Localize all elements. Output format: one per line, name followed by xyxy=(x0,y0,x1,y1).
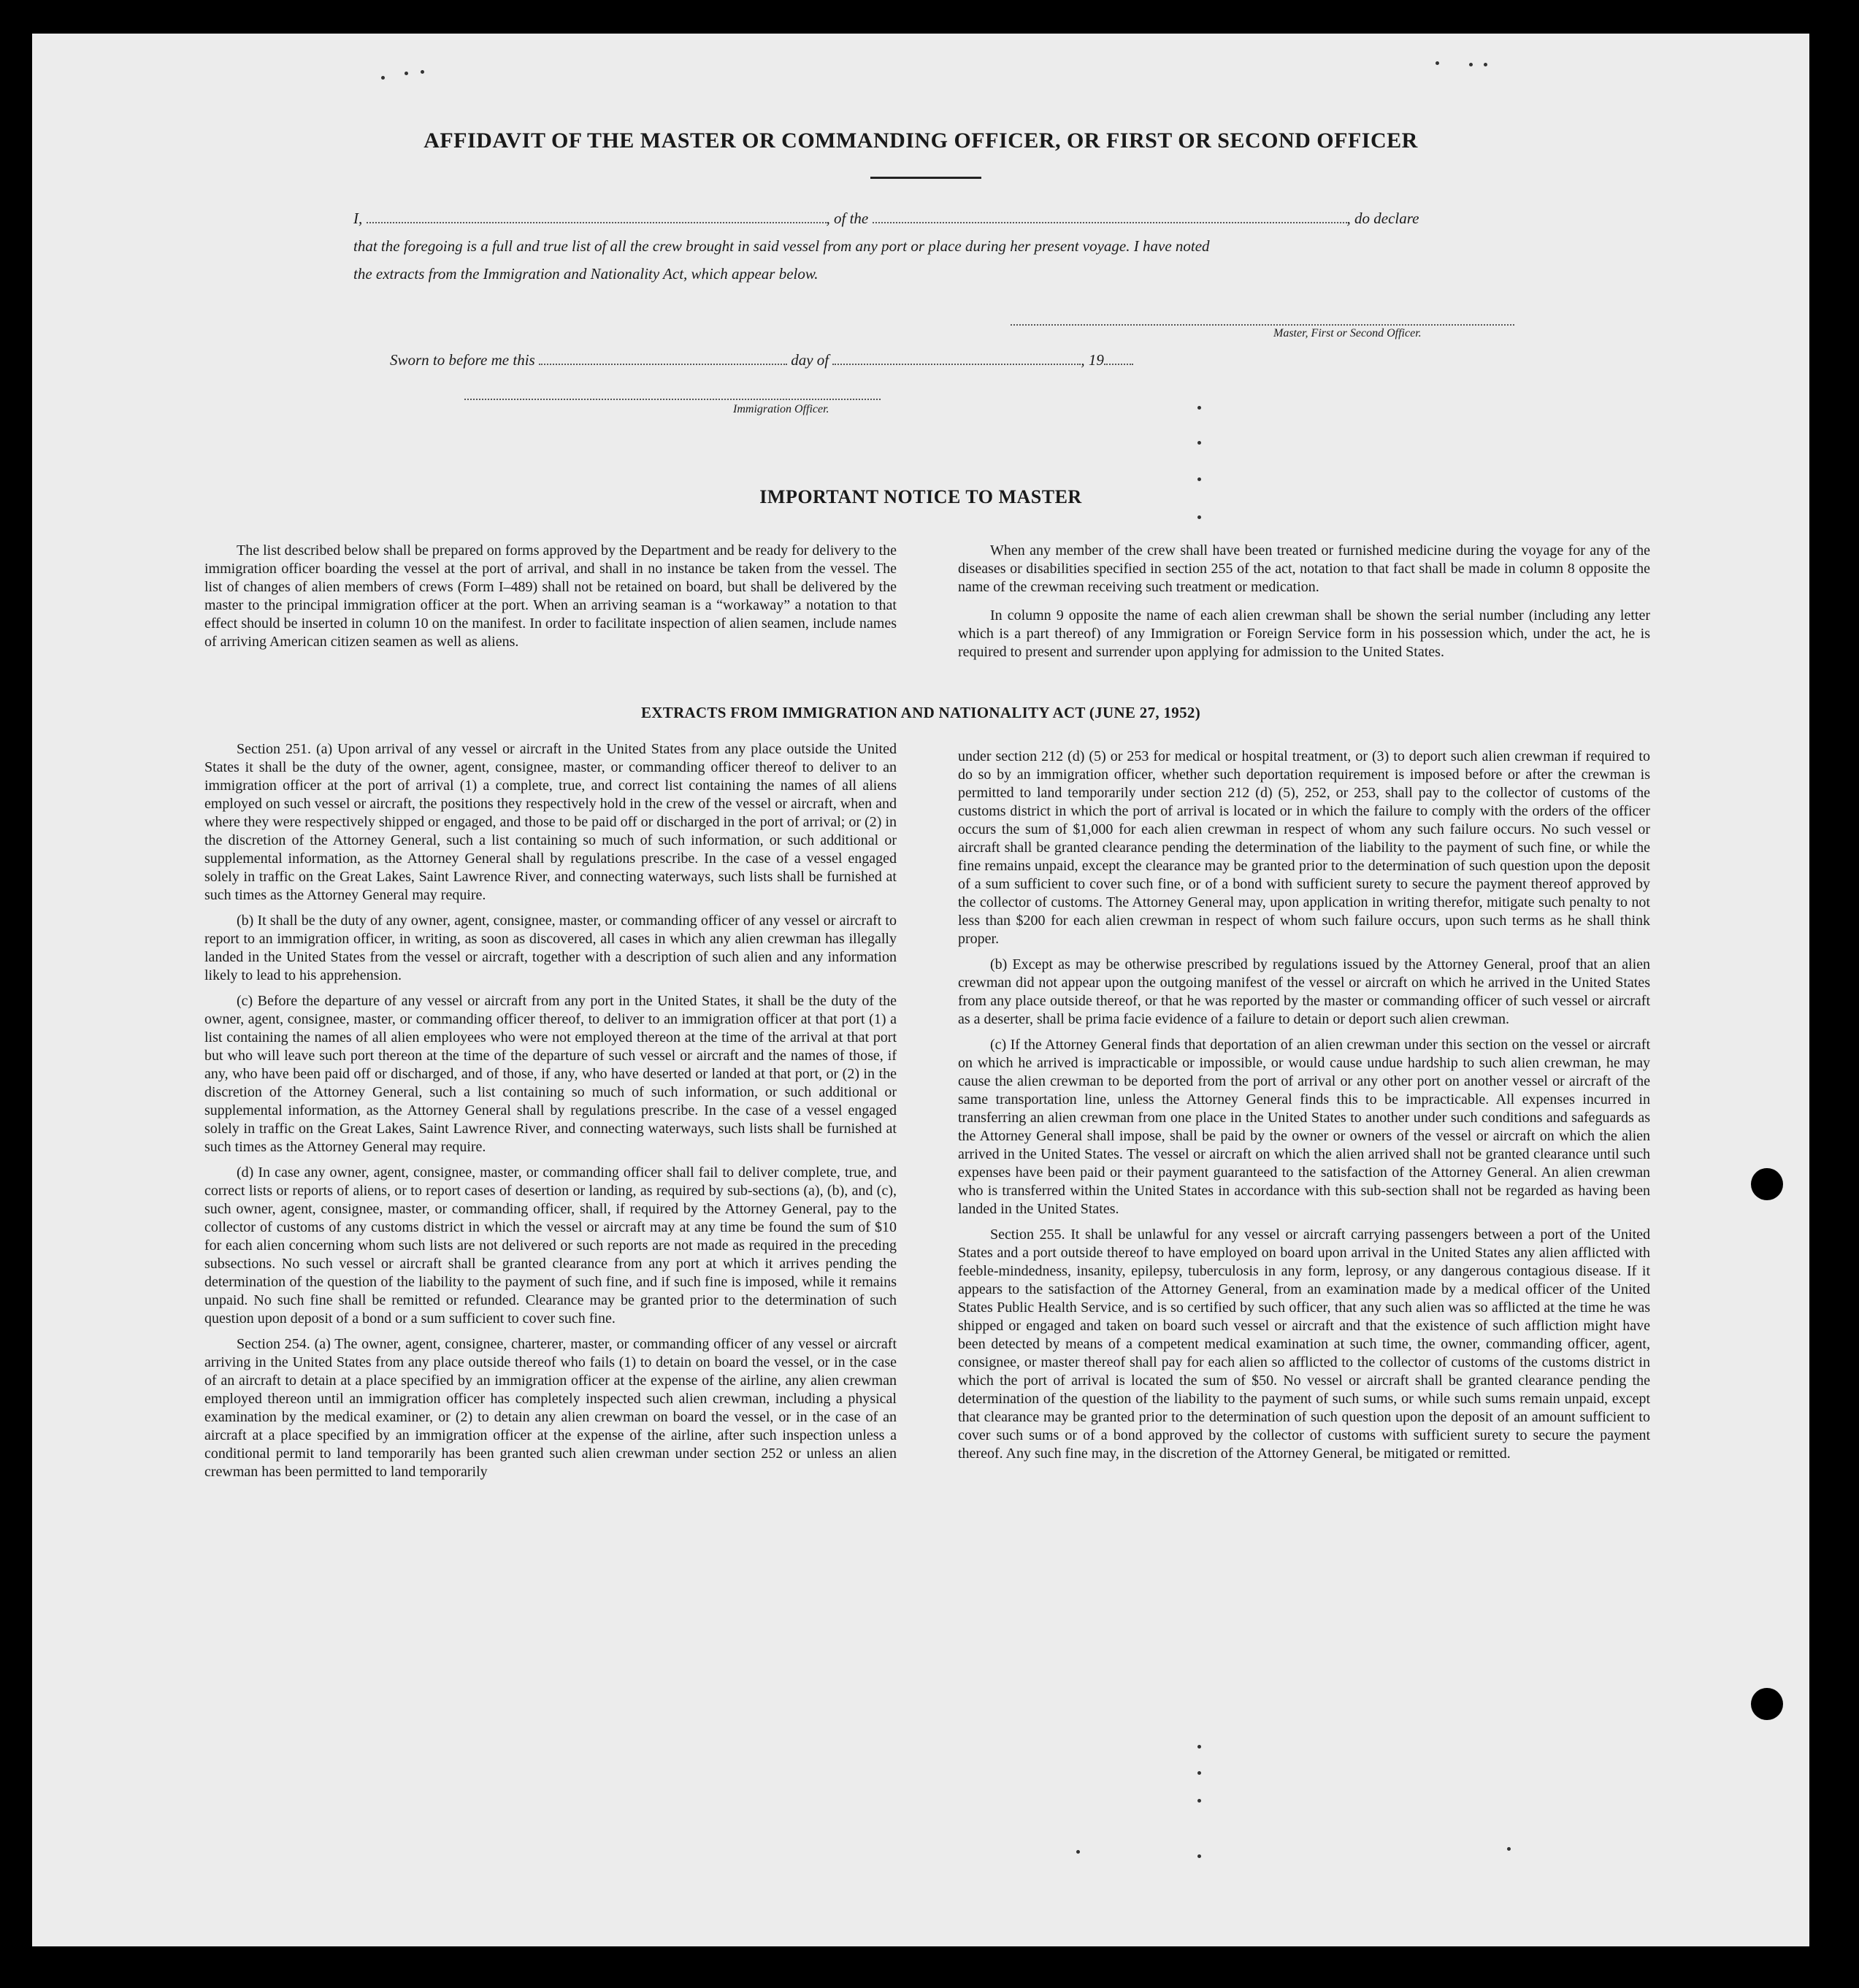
scan-speck xyxy=(405,72,408,75)
notice-left-column xyxy=(204,542,897,661)
do-declare-label: , do declare xyxy=(1346,210,1419,227)
scan-speck xyxy=(1197,1745,1201,1749)
scan-speck xyxy=(1484,63,1487,66)
scan-speck xyxy=(1197,441,1201,445)
scan-speck xyxy=(1197,1854,1201,1858)
notice-paragraph: The list described below shall be prepared on forms approved by the Department and be ready for delivery to the immigration officer boarding the vessel at the port of arrival, and shall in no instance be taken from the vessel. The list of changes of alien members of crews (Form I–489) shall not be retained on board, but shall be delivered by the master to the principal immigration officer at the port. When an arriving seaman is a “workaway” a notation to that effect should be inserted in column 10 on the manifest. In order to facilitate inspection of alien seamen, include names of arriving American citizen seamen as well as aliens. xyxy=(204,542,897,650)
section-paragraph: Section 255. It shall be unlawful for any vessel or aircraft carrying passengers between a port of the United States and a port outside thereof to have employed on board upon arrival in the United States any alien afflicted with feeble-mindedness, insanity, epilepsy, tuberculosis in any form, leprosy, or any dangerous contagious disease. If it appears to the satisfaction of the Attorney General, from an examination made by a medical officer of the United States Public Health Service, and is so certified by such officer, that any such alien was so afflicted at the time he was shipped or engaged and taken on board such vessel or aircraft and that the existence of such affliction might have been detected by means of a competent medical examination at such time, the owner, commanding officer, agent, consignee, or master thereof shall pay for each alien so afflicted to the collector of customs of the customs district in which the port of arrival is located the sum of $50. No vessel or aircraft shall be granted clearance pending the determination of the question of the liability to the payment of such sums, or while such sums remain unpaid, except that clearance may be granted prior to the determination of such question upon the deposit of an amount sufficient to cover such sums or of a bond approved by the collector of customs with sufficient surety to secure the payment thereof. Any such fine may, in the discretion of the Attorney General, be mitigated or remitted. xyxy=(958,1227,1650,1462)
section-paragraph: Section 254. (a) The owner, agent, consignee, charterer, master, or commanding officer of any vessel or aircraft arriving in the United States from any place outside thereof who fails (1) to detain on board the vessel, or in the case of an aircraft to detain at a place specified by an immigration officer at the expense of the airline, any alien crewman employed thereon until an immigration officer has completely inspected such alien crewman, including a physical examination by the medical examiner, or (2) to detain any alien crewman on board the vessel, or in the case of an aircraft at a place specified by an immigration officer at the expense of the airline, after such inspection unless a conditional permit to land temporarily has been granted such alien crewman under section 252 or unless an alien crewman has been permitted to land temporarily xyxy=(204,1336,897,1480)
immigration-officer-signature-line[interactable] xyxy=(464,399,881,400)
section-paragraph: (c) Before the departure of any vessel or aircraft from any port in the United States, it shall be the duty of the owner, agent, consignee, master, or commanding officer thereof, to deliver to an immigration officer at that port (1) a list containing the names of all alien employees who were not employed thereon at the time of the arrival at that port but who will leave such port thereon at the time of the departure of such vessel or aircraft and the names of those, if any, who have been paid off or discharged, and of those, if any, who have deserted or landed at that port, or (2) in the discretion of the Attorney General, such a list containing so much of such information, or such additional or supplemental information, as the Attorney General shall by regulations prescribe. In the case of a vessel engaged solely in traffic on the Great Lakes, Saint Lawrence River, and connecting waterways, such lists shall be furnished at such times as the Attorney General may require. xyxy=(204,993,897,1155)
scan-speck xyxy=(1076,1850,1080,1854)
section-paragraph: (d) In case any owner, agent, consignee, master, or commanding officer shall fail to deliver complete, true, and correct lists or reports of aliens, or to report cases of desertion or landing, as required by sub-sections (a), (b), and (c), such owner, agent, consignee, master, or commanding officer, shall, if required by the Attorney General, pay to the collector of customs of any customs district in which the vessel or aircraft may at any time be found the sum of $10 for each alien concerning whom such lists are not delivered or such reports are not made as required in the preceding subsections. No such vessel or aircraft shall be granted clearance from any port at which it arrives pending the determination of the question of the liability to the payment of such fine, and if such fine is imposed, while it remains unpaid. No such fine shall be remitted or refunded. Clearance may be granted prior to the determination of such question upon deposit of a bond or a sum sufficient to cover such fine. xyxy=(204,1164,897,1327)
i-label: I, xyxy=(353,210,363,227)
punch-hole xyxy=(1751,1168,1783,1200)
master-caption: Master, First or Second Officer. xyxy=(1273,327,1422,339)
extracts-title: EXTRACTS FROM IMMIGRATION AND NATIONALITY ACT (JUNE 27, 1952) xyxy=(641,704,1200,721)
notice-paragraph: In column 9 opposite the name of each alien crewman shall be shown the serial number (including any letter which is a part thereof) of any Immigration or Foreign Service form in his possession which, under the act, he is required to present and surrender upon applying for admission to the United States. xyxy=(958,607,1650,660)
title-rule xyxy=(870,177,981,179)
sworn-line xyxy=(390,348,1133,369)
vessel-blank[interactable] xyxy=(873,206,1347,223)
document-page xyxy=(32,34,1809,1946)
declaration-line-2: that the foregoing is a full and true list of all the crew brought in said vessel from any port or place during her present voyage. I have noted xyxy=(353,237,1210,255)
declaration-block xyxy=(353,204,1536,288)
scan-speck xyxy=(1469,63,1473,66)
name-blank[interactable] xyxy=(367,206,827,223)
punch-hole xyxy=(1751,1688,1783,1720)
scan-speck xyxy=(1197,1799,1201,1803)
notice-title: IMPORTANT NOTICE TO MASTER xyxy=(759,486,1082,507)
scan-speck xyxy=(1507,1847,1511,1851)
scan-speck xyxy=(381,76,385,80)
scan-speck xyxy=(421,70,424,74)
master-signature-line[interactable] xyxy=(1011,324,1514,326)
extracts-left-column xyxy=(204,740,897,1489)
scan-speck xyxy=(1197,1771,1201,1775)
section-paragraph: (c) If the Attorney General finds that deportation of an alien crewman under this section on the vessel or aircraft on which he arrived is impracticable or impossible, or would cause undue hardship to such alien crewman, he may cause the alien crewman to be deported from the port of arrival or any other port on another vessel or aircraft of the same transportation line, unless the Attorney General finds this to be impracticable. All expenses incurred in transferring an alien crewman from one place in the United States to another under such conditions and safeguards as the Attorney General shall impose, shall be paid by the owner or owners of the vessel or aircraft on which the alien arrived in the United States. The vessel or aircraft on which the alien arrived shall not be granted clearance until such expenses have been paid or their payment guaranteed to the satisfaction of the Attorney General. An alien crewman who is transferred within the United States in accordance with this sub-section shall not be regarded as having been landed in the United States. xyxy=(958,1037,1650,1217)
declaration-line-3: the extracts from the Immigration and Nationality Act, which appear below. xyxy=(353,265,819,283)
day-of-label: day of xyxy=(791,351,829,369)
section-paragraph: (b) Except as may be otherwise prescribed by regulations issued by the Attorney General, proof that an alien crewman did not appear upon the outgoing manifest of the vessel or aircraft on which he arrived in the United States from any place outside thereof, or that he was reported by the master or commanding officer of such vessel or aircraft as a deserter, shall be prima facie evidence of a failure to detain or deport such alien crewman. xyxy=(958,956,1650,1027)
declaration-line-1 xyxy=(353,204,1536,232)
scan-speck xyxy=(1436,61,1439,65)
section-paragraph: Section 251. (a) Upon arrival of any vessel or aircraft in the United States from any place outside the United States it shall be the duty of the owner, agent, consignee, master, or commanding officer thereof to deliver to an immigration officer at the port of arrival (1) a complete, true, and correct list containing the names of all aliens employed on such vessel or aircraft, the positions they respectively hold in the crew of the vessel or aircraft, when and where they were respectively shipped or engaged, and those to be paid off or discharged in the port of arrival; or (2) in the discretion of the Attorney General, such a list containing so much of such information, or such additional or supplemental information, as the Attorney General shall by regulations prescribe. In the case of a vessel engaged solely in traffic on the Great Lakes, Saint Lawrence River, and connecting waterways, such lists shall be furnished at such times as the Attorney General may require. xyxy=(204,741,897,903)
year-label: , 19 xyxy=(1081,351,1104,369)
affidavit-title: AFFIDAVIT OF THE MASTER OR COMMANDING OFFICER, OR FIRST OR SECOND OFFICER xyxy=(423,128,1418,153)
sworn-label: Sworn to before me this xyxy=(390,351,535,369)
section-paragraph: (b) It shall be the duty of any owner, agent, consignee, master, or commanding officer of any vessel or aircraft to report to an immigration officer, in writing, as soon as discovered, all cases in which any alien crewman has illegally landed in the United States from the vessel or aircraft, together with a description of such alien and any information likely to lead to his apprehension. xyxy=(204,913,897,983)
day-blank[interactable] xyxy=(539,348,787,365)
immigration-officer-caption: Immigration Officer. xyxy=(733,403,829,415)
scan-speck xyxy=(1197,477,1201,481)
scan-speck xyxy=(1197,515,1201,519)
extracts-right-column xyxy=(958,748,1650,1470)
of-the-label: , of the xyxy=(826,210,869,227)
year-blank[interactable] xyxy=(1104,348,1133,365)
scan-speck xyxy=(1197,406,1201,410)
notice-paragraph: When any member of the crew shall have been treated or furnished medicine during the voyage for any of the diseases or disabilities specified in section 255 of the act, notation to that fact shall be made in column 8 opposite the name of the crewman receiving such treatment or medication. xyxy=(958,542,1650,595)
section-paragraph: under section 212 (d) (5) or 253 for medical or hospital treatment, or (3) to deport such alien crewman if required to do so by an immigration officer, whether such deportation requirement is imposed before or after the crewman is permitted to land temporarily under section 212 (d) (5), 252, or 253, shall pay to the collector of customs of the customs district in which the port of arrival is located or in which the failure to comply with the orders of the officer occurs the sum of $1,000 for each alien crewman in respect of whom any such failure occurs. No such vessel or aircraft shall be granted clearance pending the determination of the liability to the payment of such fine, or while the fine remains unpaid, except the clearance may be granted prior to the determination of such question upon the deposit of a sum sufficient to cover such fine, or of a bond with sufficient surety to secure the payment thereof approved by the collector of customs. The Attorney General may, upon application in writing therefor, mitigate such penalty to not less than $200 for each alien crewman in respect of whom such failure occurs, upon such terms as he shall think proper. xyxy=(958,748,1650,947)
month-blank[interactable] xyxy=(832,348,1081,365)
notice-right-column xyxy=(958,542,1650,672)
